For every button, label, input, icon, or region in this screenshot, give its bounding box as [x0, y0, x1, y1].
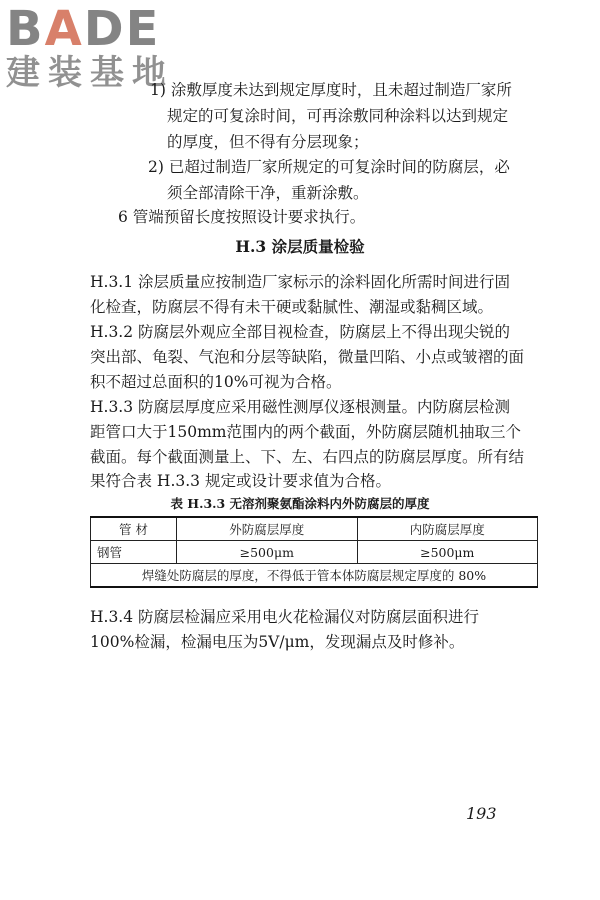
table-header-row — [91, 517, 538, 541]
table-cell: 钢管 — [91, 541, 177, 564]
table-header: 管 材 — [91, 517, 177, 541]
clause-h31: H.3.1 涂层质量应按制造厂家标示的涂料固化所需时间进行固 — [90, 273, 511, 291]
body-line: 6 管端预留长度按照设计要求执行。 — [118, 208, 366, 226]
thickness-table — [90, 516, 538, 588]
clause-h34-cont: 100%检漏，检漏电压为5V/μm，发现漏点及时修补。 — [90, 633, 465, 651]
page-number: 193 — [466, 804, 497, 823]
table-row — [91, 541, 538, 564]
body-line: 规定的可复涂时间，可再涂敷同种涂料以达到规定 — [167, 107, 509, 125]
table-note: 焊缝处防腐层的厚度，不得低于管本体防腐层规定厚度的 80% — [91, 564, 538, 588]
table-note-row — [91, 564, 538, 588]
clause-h33-cont: 距管口大于150mm范围内的两个截面，外防腐层随机抽取三个 — [90, 423, 521, 441]
watermark-subtitle: 建装基地 — [6, 53, 174, 93]
clause-h31-cont: 化检查，防腐层不得有未干硬或黏腻性、潮湿或黏稠区域。 — [90, 298, 494, 316]
clause-h32: H.3.2 防腐层外观应全部目视检查，防腐层上不得出现尖锐的 — [90, 323, 511, 341]
clause-h32-cont: 突出部、龟裂、气泡和分层等缺陷，微量凹陷、小点或皱褶的面 — [90, 348, 525, 366]
table-cell: ≥500μm — [357, 541, 538, 564]
clause-h34: H.3.4 防腐层检漏应采用电火花检漏仪对防腐层面积进行 — [90, 608, 480, 626]
table-caption: 表 H.3.3 无溶剂聚氨酯涂料内外防腐层的厚度 — [170, 496, 430, 511]
clause-h32-cont: 积不超过总面积的10%可视为合格。 — [90, 373, 342, 391]
body-line: 2) 已超过制造厂家所规定的可复涂时间的防腐层，必 — [148, 158, 510, 176]
clause-h33-cont: 截面。每个截面测量上、下、左、右四点的防腐层厚度。所有结 — [90, 448, 525, 466]
clause-h33: H.3.3 防腐层厚度应采用磁性测厚仪逐根测量。内防腐层检测 — [90, 398, 511, 416]
body-line: 的厚度，但不得有分层现象； — [167, 133, 369, 151]
table-cell: ≥500μm — [177, 541, 357, 564]
section-title: H.3 涂层质量检验 — [235, 237, 365, 256]
body-line: 1) 涂敷厚度未达到规定厚度时，且未超过制造厂家所 — [150, 81, 512, 99]
table-header: 外防腐层厚度 — [177, 517, 357, 541]
watermark-brand: BADE — [6, 1, 161, 57]
body-line: 须全部清除干净，重新涂敷。 — [167, 184, 369, 202]
table-header: 内防腐层厚度 — [357, 517, 538, 541]
clause-h33-cont: 果符合表 H.3.3 规定或设计要求值为合格。 — [90, 472, 391, 490]
